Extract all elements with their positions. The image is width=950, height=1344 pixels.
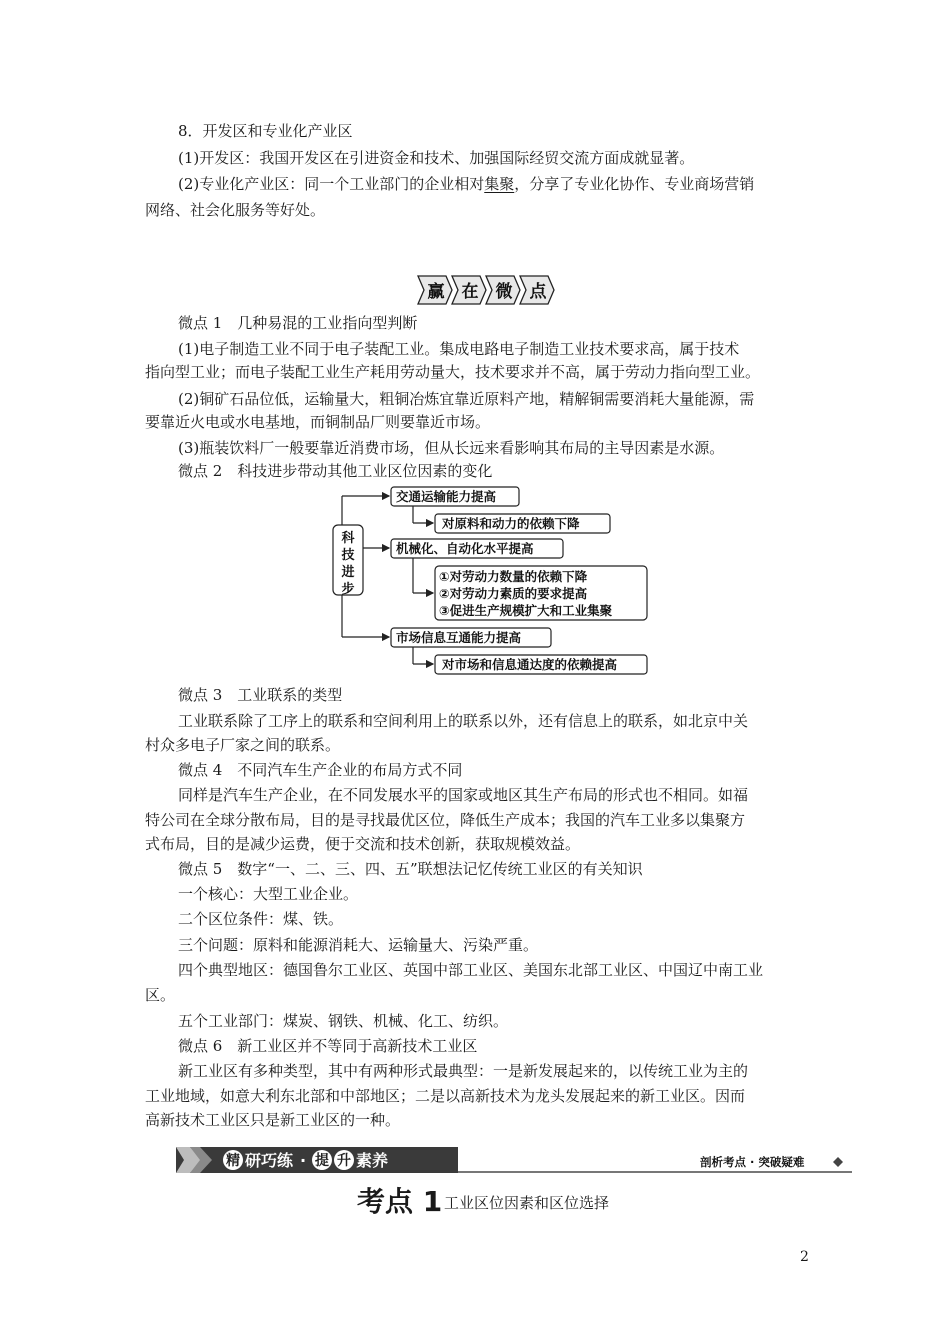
underlined-term: 集聚: [484, 175, 515, 193]
bar-text: 素养: [356, 1151, 389, 1170]
bar-right-label: 剖析考点 · 突破疑难: [700, 1155, 805, 1169]
text: (2)专业化产业区：同一个工业部门的企业相对: [178, 175, 485, 193]
paragraph: (2)铜矿石品位低，运输量大，粗铜冶炼宜靠近原料产地，精解铜需要消耗大量能源，需: [178, 390, 755, 408]
leaf-label: ③促进生产规模扩大和工业集聚: [439, 603, 613, 618]
micro-point-4-title: 微点 4 不同汽车生产企业的布局方式不同: [178, 761, 463, 779]
leaf-label: ①对劳动力数量的依赖下降: [439, 569, 588, 584]
bar-circle-char: 提: [315, 1153, 329, 1169]
paragraph: (1)开发区：我国开发区在引进资金和技术、加强国际经贸交流方面成就显著。: [178, 149, 695, 167]
diamond-icon: [833, 1157, 843, 1167]
section-banner: [416, 274, 566, 306]
bar-text: 研巧练: [245, 1151, 294, 1170]
paragraph: 指向型工业；而电子装配工业生产耗用劳动量大，技术要求并不高，属于劳动力指向型工业。: [145, 363, 761, 381]
bar-dot: ·: [300, 1151, 307, 1170]
section-bar: [176, 1145, 852, 1177]
root-char: 科: [341, 531, 355, 546]
page-number: 2: [800, 1249, 809, 1265]
root-char: 技: [341, 548, 355, 563]
root-char: 步: [341, 582, 355, 597]
branch-label: 机械化、自动化水平提高: [396, 541, 534, 556]
paragraph: (3)瓶装饮料厂一般要靠近消费市场，但从长远来看影响其布局的主导因素是水源。: [178, 439, 725, 457]
paragraph: 工业地域，如意大利东北部和中部地区；二是以高新技术为龙头发展起来的新工业区。因而: [145, 1087, 746, 1105]
paragraph: 高新技术工业区只是新工业区的一种。: [145, 1111, 401, 1129]
kaodian-number: 考点 1: [357, 1185, 443, 1218]
branch-label: 市场信息互通能力提高: [396, 630, 522, 645]
paragraph: (1)电子制造工业不同于电子装配工业。集成电路电子制造工业技术要求高，属于技术: [178, 340, 740, 358]
kaodian-title: 工业区位因素和区位选择: [444, 1194, 610, 1212]
branch-label: 交通运输能力提高: [396, 489, 497, 504]
paragraph: 式布局，目的是减少运费，便于交流和技术创新，获取规模效益。: [145, 835, 581, 853]
micro-point-6-title: 微点 6 新工业区并不等同于高新技术工业区: [178, 1037, 478, 1055]
banner-char: 赢: [427, 282, 445, 302]
micro-point-3-title: 微点 3 工业联系的类型: [178, 686, 343, 704]
micro-point-5-title: 微点 5 数字“一、二、三、四、五”联想法记忆传统工业区的有关知识: [178, 860, 643, 878]
banner-char: 微: [495, 282, 513, 302]
banner-char: 在: [461, 282, 479, 302]
paragraph: 同样是汽车生产企业，在不同发展水平的国家或地区其生产布局的形式也不相同。如福: [178, 786, 749, 804]
paragraph: 要靠近火电或水电基地，而铜制品厂则要靠近市场。: [145, 413, 491, 431]
paragraph: 三个问题：原料和能源消耗大、运输量大、污染严重。: [178, 936, 539, 954]
banner-char: 点: [529, 282, 547, 302]
leaf-label: ②对劳动力素质的要求提高: [439, 586, 588, 601]
section-8-heading: 8．开发区和专业化产业区: [178, 122, 353, 140]
paragraph: 二个区位条件：煤、铁。: [178, 910, 344, 928]
paragraph: 村众多电子厂家之间的联系。: [145, 736, 341, 754]
bar-circle-char: 升: [337, 1153, 351, 1169]
paragraph: 五个工业部门：煤炭、钢铁、机械、化工、纺织。: [178, 1012, 509, 1030]
paragraph: 新工业区有多种类型，其中有两种形式最典型：一是新发展起来的，以传统工业为主的: [178, 1062, 749, 1080]
paragraph: [178, 174, 754, 194]
leaf-label: 对市场和信息通达度的依赖提高: [442, 657, 618, 672]
paragraph: 网络、社会化服务等好处。: [145, 201, 326, 219]
bar-circle-char: 精: [226, 1153, 240, 1169]
root-char: 进: [341, 565, 355, 580]
paragraph: 工业联系除了工序上的联系和空间利用上的联系以外，还有信息上的联系，如北京中关: [178, 712, 749, 730]
paragraph: 一个核心：大型工业企业。: [178, 885, 359, 903]
text: ，分享了专业化协作、专业商场营销: [514, 175, 755, 193]
tech-progress-diagram: [325, 482, 655, 677]
paragraph: 四个典型地区：德国鲁尔工业区、英国中部工业区、美国东北部工业区、中国辽中南工业: [178, 961, 764, 979]
leaf-label: 对原料和动力的依赖下降: [442, 516, 580, 531]
paragraph: 区。: [145, 986, 176, 1004]
micro-point-2-title: 微点 2 科技进步带动其他工业区位因素的变化: [178, 462, 493, 480]
paragraph: 特公司在全球分散布局，目的是寻找最优区位，降低生产成本；我国的汽车工业多以集聚方: [145, 811, 746, 829]
micro-point-1-title: 微点 1 几种易混的工业指向型判断: [178, 314, 418, 332]
